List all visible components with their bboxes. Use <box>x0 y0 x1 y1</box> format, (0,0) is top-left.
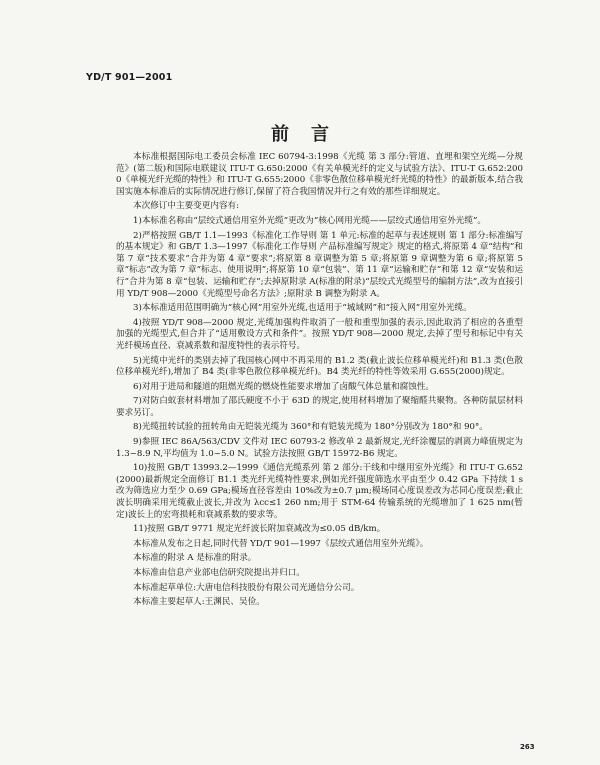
foreword-body <box>116 152 523 612</box>
page-title: 前言 <box>271 124 351 145</box>
paragraph: 6)对用于进局和隧道的阻燃光缆的燃烧性能要求增加了卤酸气体总量和腐蚀性。 <box>133 381 435 392</box>
paragraph: 本标准起草单位:大唐电信科技股份有限公司光通信分公司。 <box>133 582 360 593</box>
page-number: 263 <box>520 743 535 751</box>
paragraph: 9)参照 IEC 86A/563/CDV 文件对 IEC 60793-2 修改单 2 最新规定,光纤涂覆层的剥离力峰值规定为 1.3~8.9 N,平均值为 1.0~5.0 N。试验方法按照 GB/T 15972-B6 规定。 <box>116 437 523 459</box>
paragraph: 2)严格按照 GB/T 1.1—1993《标准化工作导则 第 1 单元:标准的起草与表述规则 第 1 部分:标准编写的基本规定》和 GB/T 1.3—1997《标准化工作导则 产品标准编写规定》规定的格式,将原第 4 章“结构”和第 7 章“技术要求”合并为第 4 章“要求”;将原第 8 章调整为第 5 章;将原第 9 章调整为第 6 章;将原第 5 章“标志”改为第 7 章“标志、使用说明”;将原第 10 章“包装”、第 11 章“运输和贮存”和第 12 章“安装和运行”合并为第 8 章“包装、运输和贮存”;去掉原附录 A(标准的附录)“层绞式光缆型号的编制方法”,改为直接引用 YD/T 908—2000《光缆型号命名方法》;原附录 B 调整为附录 A。 <box>116 230 523 299</box>
paragraph: 5)光缆中光纤的类别去掉了我国核心网中不再采用的 B1.2 类(截止波长位移单模光纤)和 B1.3 类(色散位移单模光纤),增加了 B4 类(非零色散位移单模光纤)。B4 类光纤的特性等效采用 G.655(2000)规定。 <box>116 355 523 378</box>
paragraph: 本标准主要起草人:王渊民、吴俭。 <box>133 597 265 608</box>
paragraph: 本标准从发布之日起,同时代替 YD/T 901—1997《层绞式通信用室外光缆》。 <box>133 538 429 549</box>
paragraph: 10)按照 GB/T 13993.2—1999《通信光缆系列 第 2 部分:干线和中继用室外光缆》和 ITU-T G.652(2000)最新规定全面修订 B1.1 类光纤光缆特性要求,例如光纤强度筛选水平由至少 0.42 GPa 下持续 1 s 改为筛选应力至少 0.69 GPa;模场直径容差由 10%改为±0.7 μm;模场同心度误差改为芯同心度误差;截止波长明确采用光缆截止波长,并改为 λcc≤1 260 nm;用于 STM-64 传输系统的光缆增加了 1 625 nm(暂定)波长上的宏弯损耗和衰减系数的要求等。 <box>116 463 523 520</box>
standard-code-header: YD/T 901—2001 <box>86 72 173 83</box>
paragraph: 3)本标准适用范围明确为“核心网”用室外光缆,也适用于“城域网”和“接入网”用室外光缆。 <box>133 303 472 314</box>
paragraph: 本标准由信息产业部电信研究院提出并归口。 <box>133 568 305 578</box>
paragraph: 8)光缆扭转试验的扭转角由无铠装光缆为 360°和有铠装光缆为 180°分别改为 180°和 90°。 <box>133 422 488 433</box>
paragraph: 7)对防白蚁套材料增加了邵氏硬度不小于 63D 的规定,使用材料增加了聚缩醛共聚物。各种防鼠层材料要求另订。 <box>116 396 523 418</box>
paragraph: 1)本标准名称由“层绞式通信用室外光缆”更改为“核心网用光缆——层绞式通信用室外光缆”。 <box>133 215 486 226</box>
paragraph: 本标准的附录 A 是标准的附录。 <box>133 553 257 564</box>
paragraph: 本次修订中主要变更内容有: <box>133 201 240 212</box>
paragraph: 11)按照 GB/T 9771 规定光纤波长附加衰减改为≤0.05 dB/km。 <box>133 524 386 535</box>
paragraph: 本标准根据国际电工委员会标准 IEC 60794-3:1998《光缆 第 3 部分:管道、直埋和架空光缆—分规范》(第二版)和国际电联建议 ITU-T G.650:2000《有关单模光纤的定义与试验方法》、ITU-T G.652:2000《单模光纤光缆的特性》和 ITU-T G.655:2000《非零色散位移单模光纤光缆的特性》的最新版本,结合我国实施本标准后的实际情况进行修订,保留了符合我国情况并行之有效的那些详细规定。 <box>116 152 523 197</box>
paragraph: 4)按照 YD/T 908—2000 规定,光缆加强构件取消了一般和重型加强的表示,因此取消了相应的各重型加强的光缆型式,但合并了“适用敷设方式和条件”。按照 YD/T 908—2000 规定,去掉了型号和标记中有关光纤模场直径、衰减系数和湿度特性的表示符号。 <box>116 317 523 351</box>
